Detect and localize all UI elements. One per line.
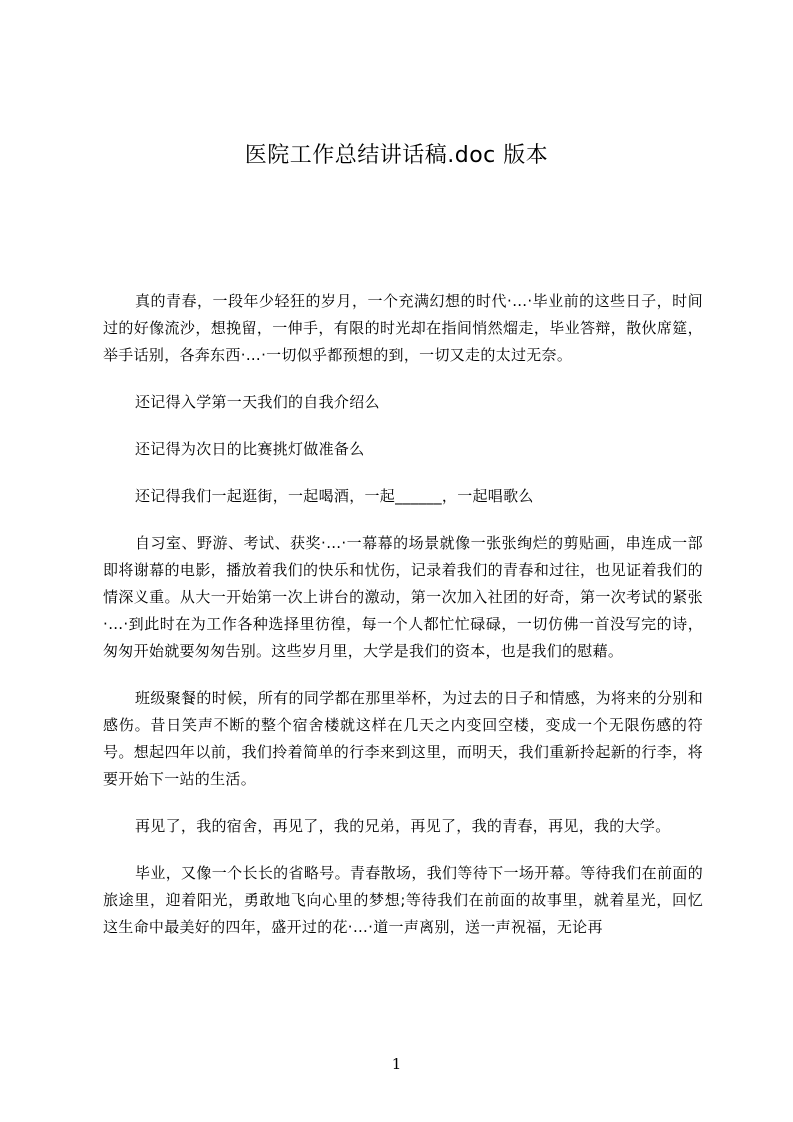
page-number: 1 [391, 1055, 402, 1073]
paragraph: 还记得为次日的比赛挑灯做准备么 [135, 440, 365, 458]
paragraph: 班级聚餐的时候，所有的同学都在那里举杯，为过去的日子和情感，为将来的分别和感伤。昔日笑声不断的整个宿舍楼就这样在几天之内变回空楼，变成一个无限伤感的符号。想起四年以前，我们拎着简单的行李来到这里，而明天，我们重新拎起新的行李，将要开始下一站的生活。 [103, 689, 703, 788]
paragraph: 真的青春，一段年少轻狂的岁月，一个充满幻想的时代·…·毕业前的这些日子，时间过的好像流沙，想挽留，一伸手，有限的时光却在指间悄然熘走，毕业答辩，散伙席筵，举手话别，各奔东西·…·一切似乎都预想的到，一切又走的太过无奈。 [103, 292, 703, 364]
paragraph: 再见了，我的宿舍，再见了，我的兄弟，再见了，我的青春，再见，我的大学。 [135, 817, 671, 835]
paragraph: 自习室、野游、考试、获奖·…·一幕幕的场景就像一张张绚烂的剪贴画，串连成一部即将谢幕的电影，播放着我们的快乐和忧伤，记录着我们的青春和过往，也见证着我们的情深义重。从大一开始第一次上讲台的激动，第一次加入社团的好奇，第一次考试的紧张·…·到此时在为工作各种选择里彷徨，每一个人都忙忙碌碌，一切仿佛一首没写完的诗，匆匆开始就要匆匆告别。这些岁月里，大学是我们的资本，也是我们的慰藉。 [103, 534, 703, 660]
document-title: 医院工作总结讲话稿.doc 版本 [244, 143, 549, 168]
paragraph: 还记得我们一起逛街，一起喝酒，一起______，一起唱歌么 [135, 487, 534, 505]
document-body [103, 288, 703, 961]
paragraph: 毕业，又像一个长长的省略号。青春散场，我们等待下一场开幕。等待我们在前面的旅途里，迎着阳光，勇敢地飞向心里的梦想;等待我们在前面的故事里，就着星光，回忆这生命中最美好的四年，盛开过的花·…·道一声离别，送一声祝福，无论再 [103, 864, 703, 936]
paragraph: 还记得入学第一天我们的自我介绍么 [135, 393, 380, 411]
